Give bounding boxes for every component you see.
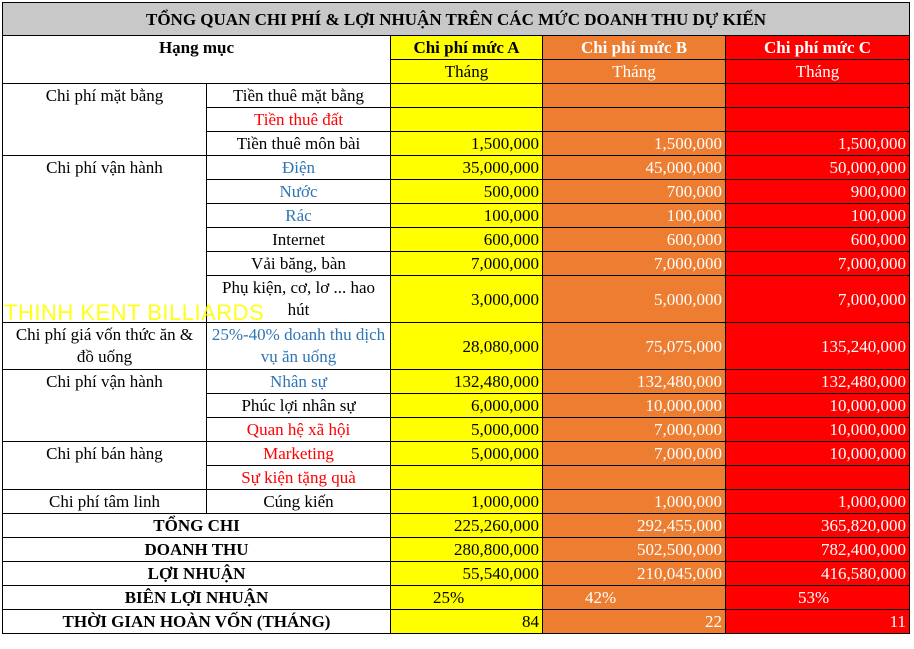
table-row: [3, 442, 910, 466]
row-item: Rác: [207, 204, 391, 228]
value-c: 900,000: [726, 180, 910, 204]
value-c: 10,000,000: [726, 394, 910, 418]
value-b: 10,000,000: [543, 394, 726, 418]
margin-b: 42%: [543, 586, 726, 610]
payback-label: THỜI GIAN HOÀN VỐN (THÁNG): [3, 610, 391, 634]
table-row: [3, 323, 910, 370]
row-group: [3, 252, 207, 276]
value-b: 7,000,000: [543, 252, 726, 276]
row-group: [3, 276, 207, 323]
table-row: [3, 228, 910, 252]
value-c: 135,240,000: [726, 323, 910, 370]
profit-row: [3, 562, 910, 586]
value-c: [726, 466, 910, 490]
header-level-a: Chi phí mức A: [391, 36, 543, 60]
unit-level-a: Tháng: [391, 60, 543, 84]
row-group: [3, 418, 207, 442]
payback-row: [3, 610, 910, 634]
value-b: [543, 466, 726, 490]
header-level-b: Chi phí mức B: [543, 36, 726, 60]
total-c: 365,820,000: [726, 514, 910, 538]
row-group: [3, 180, 207, 204]
table-row: [3, 180, 910, 204]
value-b: 700,000: [543, 180, 726, 204]
row-group: [3, 228, 207, 252]
value-c: [726, 84, 910, 108]
total-label: TỔNG CHI: [3, 514, 391, 538]
row-group: [3, 108, 207, 132]
header-item-blank: [3, 60, 391, 84]
row-group: [3, 132, 207, 156]
watermark-logo: THINH KENT BILLIARDS: [4, 300, 265, 325]
table-row: [3, 108, 910, 132]
margin-a: 25%: [391, 586, 543, 610]
revenue-label: DOANH THU: [3, 538, 391, 562]
value-c: 10,000,000: [726, 418, 910, 442]
table-row: [3, 490, 910, 514]
table-row: [3, 84, 910, 108]
value-c: [726, 108, 910, 132]
row-item: Nhân sự: [207, 370, 391, 394]
row-group: Chi phí tâm linh: [3, 490, 207, 514]
row-item: Internet: [207, 228, 391, 252]
header-item: Hạng mục: [3, 36, 391, 60]
table-row: [3, 156, 910, 180]
value-a: 5,000,000: [391, 442, 543, 466]
margin-label: BIÊN LỢI NHUẬN: [3, 586, 391, 610]
profit-label: LỢI NHUẬN: [3, 562, 391, 586]
value-c: 50,000,000: [726, 156, 910, 180]
value-b: 600,000: [543, 228, 726, 252]
table-row: [3, 276, 910, 323]
row-group: [3, 204, 207, 228]
row-group: Chi phí mặt bằng: [3, 84, 207, 108]
row-item: Phụ kiện, cơ, lơ ... hao hút: [207, 276, 391, 323]
row-item: Tiền thuê đất: [207, 108, 391, 132]
value-c: 600,000: [726, 228, 910, 252]
value-c: 1,000,000: [726, 490, 910, 514]
value-a: [391, 466, 543, 490]
cost-profit-table: [2, 2, 910, 634]
value-b: 5,000,000: [543, 276, 726, 323]
revenue-a: 280,800,000: [391, 538, 543, 562]
row-item: Nước: [207, 180, 391, 204]
row-group: Chi phí bán hàng: [3, 442, 207, 466]
row-item: Điện: [207, 156, 391, 180]
value-c: 7,000,000: [726, 252, 910, 276]
header-level-c: Chi phí mức C: [726, 36, 910, 60]
profit-b: 210,045,000: [543, 562, 726, 586]
row-group: [3, 466, 207, 490]
row-item: Tiền thuê môn bài: [207, 132, 391, 156]
row-group: [3, 394, 207, 418]
value-a: 35,000,000: [391, 156, 543, 180]
revenue-c: 782,400,000: [726, 538, 910, 562]
value-a: 5,000,000: [391, 418, 543, 442]
value-a: 7,000,000: [391, 252, 543, 276]
profit-a: 55,540,000: [391, 562, 543, 586]
payback-a: 84: [391, 610, 543, 634]
value-c: 7,000,000: [726, 276, 910, 323]
table-title: TỔNG QUAN CHI PHÍ & LỢI NHUẬN TRÊN CÁC MỨC DOANH THU DỰ KIẾN: [3, 3, 910, 36]
value-a: 500,000: [391, 180, 543, 204]
value-a: [391, 84, 543, 108]
table-row: [3, 252, 910, 276]
value-a: 6,000,000: [391, 394, 543, 418]
payback-b: 22: [543, 610, 726, 634]
row-group: Chi phí vận hành: [3, 370, 207, 394]
margin-c: 53%: [726, 586, 910, 610]
total-b: 292,455,000: [543, 514, 726, 538]
value-a: 1,000,000: [391, 490, 543, 514]
margin-row: [3, 586, 910, 610]
unit-level-c: Tháng: [726, 60, 910, 84]
row-item: Tiền thuê mặt bằng: [207, 84, 391, 108]
row-item: Vải băng, bàn: [207, 252, 391, 276]
value-b: 45,000,000: [543, 156, 726, 180]
total-a: 225,260,000: [391, 514, 543, 538]
table-row: [3, 418, 910, 442]
unit-level-b: Tháng: [543, 60, 726, 84]
revenue-row: [3, 538, 910, 562]
value-a: 600,000: [391, 228, 543, 252]
table-row: [3, 466, 910, 490]
table-row: [3, 394, 910, 418]
value-b: 1,000,000: [543, 490, 726, 514]
value-b: [543, 84, 726, 108]
value-a: 132,480,000: [391, 370, 543, 394]
value-a: [391, 108, 543, 132]
row-item: Marketing: [207, 442, 391, 466]
payback-c: 11: [726, 610, 910, 634]
row-item: Cúng kiến: [207, 490, 391, 514]
value-a: 1,500,000: [391, 132, 543, 156]
row-group: Chi phí giá vốn thức ăn & đồ uống: [3, 323, 207, 370]
row-item: Sự kiện tặng quà: [207, 466, 391, 490]
table-row: [3, 370, 910, 394]
revenue-b: 502,500,000: [543, 538, 726, 562]
value-b: 7,000,000: [543, 442, 726, 466]
value-b: 100,000: [543, 204, 726, 228]
total-row: [3, 514, 910, 538]
value-a: 28,080,000: [391, 323, 543, 370]
row-item: Phúc lợi nhân sự: [207, 394, 391, 418]
value-b: [543, 108, 726, 132]
table-row: [3, 204, 910, 228]
value-c: 100,000: [726, 204, 910, 228]
row-item: Quan hệ xã hội: [207, 418, 391, 442]
value-c: 1,500,000: [726, 132, 910, 156]
value-b: 1,500,000: [543, 132, 726, 156]
value-b: 132,480,000: [543, 370, 726, 394]
value-c: 10,000,000: [726, 442, 910, 466]
table-row: [3, 132, 910, 156]
row-group: Chi phí vận hành: [3, 156, 207, 180]
value-c: 132,480,000: [726, 370, 910, 394]
profit-c: 416,580,000: [726, 562, 910, 586]
value-b: 75,075,000: [543, 323, 726, 370]
value-a: 100,000: [391, 204, 543, 228]
value-a: 3,000,000: [391, 276, 543, 323]
value-b: 7,000,000: [543, 418, 726, 442]
row-item: 25%-40% doanh thu dịch vụ ăn uống: [207, 323, 391, 370]
